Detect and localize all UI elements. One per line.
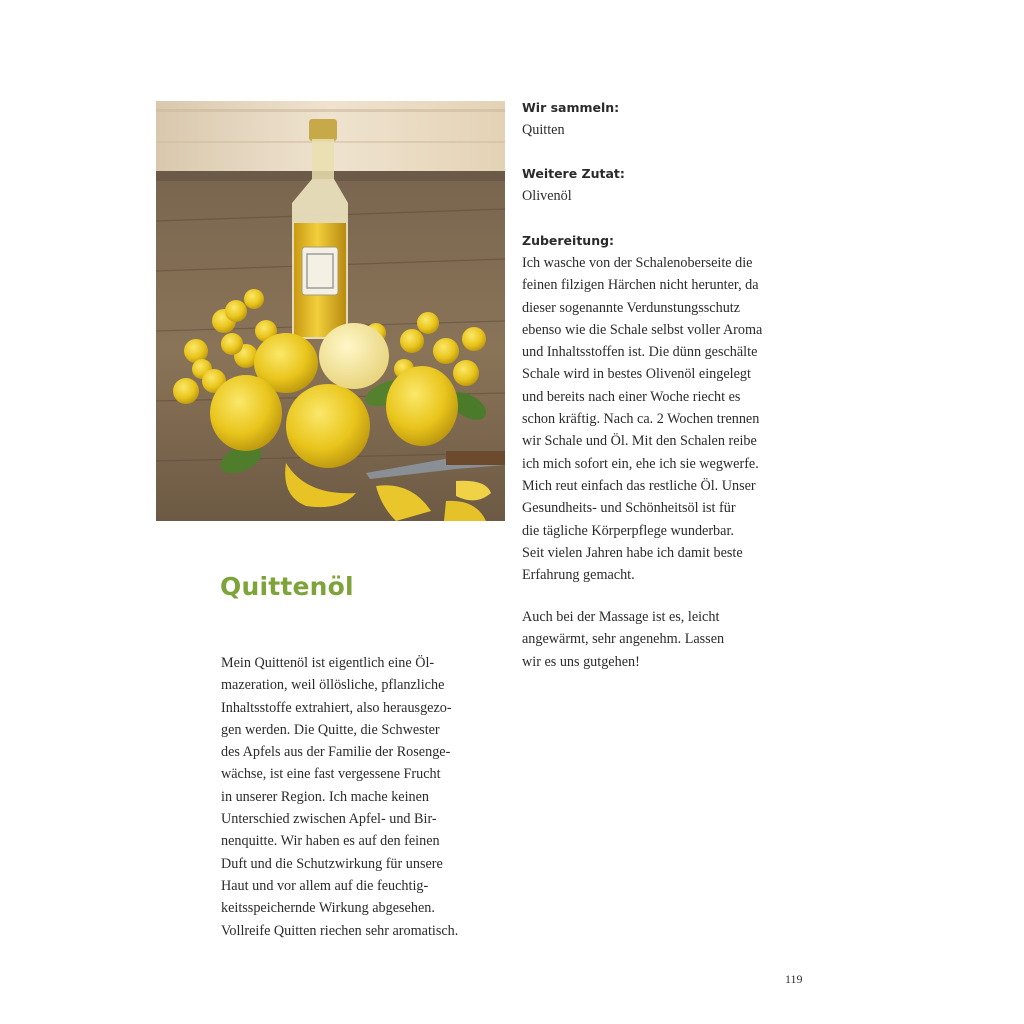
intro-line: Haut und vor allem auf die feuchtig- [221,877,429,894]
intro-line: gen werden. Die Quitte, die Schwester [221,721,440,738]
preparation-line: und Inhaltsstoffen ist. Die dünn geschälte [522,344,758,361]
preparation-line: Gesundheits- und Schönheitsöl ist für [522,500,736,517]
preparation-line: feinen filzigen Härchen nicht herunter, da [522,277,759,294]
preparation-section [522,230,822,586]
intro-line: mazeration, weil öllösliche, pflanzliche [221,677,445,694]
intro-line: nenquitte. Wir haben es auf den feinen [221,833,440,850]
ingredient-section [522,163,822,207]
ingredient-label: Weitere Zutat: [522,166,625,181]
intro-line: in unserer Region. Ich mache keinen [221,788,430,805]
preparation-line: Ich wasche von der Schalenoberseite die [522,255,753,271]
preparation-line: Erfahrung gemacht. [522,567,635,584]
page-title: Quittenöl [220,572,354,601]
ingredient-value: Olivenöl [522,188,572,204]
massage-line: wir es uns gutgehen! [522,653,640,670]
massage-paragraph [522,606,822,673]
quince-oil-illustration [156,101,505,521]
collect-section [522,97,822,141]
massage-line: angewärmt, sehr angenehm. Lassen [522,631,725,648]
collect-value: Quitten [522,122,565,138]
intro-line: Vollreife Quitten riechen sehr aromatisch. [221,922,459,939]
preparation-line: und bereits nach einer Woche riecht es [522,388,741,405]
preparation-line: ebenso wie die Schale selbst voller Aroma [522,321,763,338]
intro-line: Unterschied zwischen Apfel- und Bir- [221,811,437,828]
intro-paragraph [221,652,511,942]
intro-line: Duft und die Schutzwirkung für unsere [221,855,443,872]
intro-line: Mein Quittenöl ist eigentlich eine Öl- [221,655,435,671]
preparation-line: schon kräftig. Nach ca. 2 Wochen trennen [522,411,760,428]
preparation-line: wir Schale und Öl. Mit den Schalen reibe [522,433,757,450]
intro-line: keitsspeichernde Wirkung abgesehen. [221,900,435,917]
preparation-line: Mich reut einfach das restliche Öl. Unser [522,477,756,494]
preparation-label: Zubereitung: [522,233,615,248]
intro-line: des Apfels aus der Familie der Rosenge- [221,744,451,761]
intro-line: Inhaltsstoffe extrahiert, also herausgezo- [221,699,452,716]
intro-line: wächse, ist eine fast vergessene Frucht [221,766,441,783]
collect-label: Wir sammeln: [522,100,620,115]
preparation-line: Seit vielen Jahren habe ich damit beste [522,544,743,561]
preparation-line: ich mich sofort ein, ehe ich sie wegwerfe. [522,455,759,472]
preparation-line: die tägliche Körperpflege wunderbar. [522,522,734,539]
preparation-line: dieser sogenannte Verdunstungsschutz [522,299,741,316]
quince-oil-photo [156,101,505,521]
preparation-line: Schale wird in bestes Olivenöl eingelegt [522,366,751,383]
page-number: 119 [785,972,803,986]
massage-line: Auch bei der Massage ist es, leicht [522,609,720,625]
